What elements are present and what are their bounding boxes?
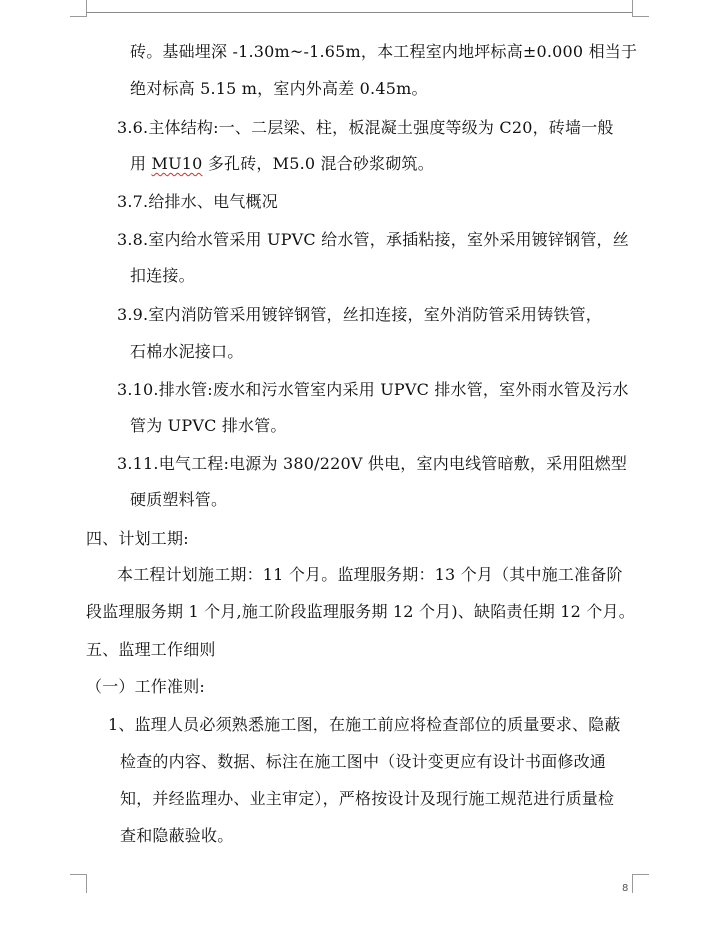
text-line: 知，并经监理办、业主审定），严格按设计及现行施工规范进行质量检 bbox=[120, 789, 615, 808]
section-heading: 四、计划工期: bbox=[86, 529, 189, 548]
text-line: 砖。基础埋深 -1.30m~-1.65m，本工程室内地坪标高±0.000 相当于 bbox=[130, 42, 638, 61]
text-line bbox=[130, 154, 434, 174]
text-line: 查和隐蔽验收。 bbox=[120, 826, 234, 845]
subsection-heading: （一）工作准则: bbox=[86, 677, 205, 696]
crop-mark-top-right bbox=[632, 0, 649, 17]
text-line: 段监理服务期 1 个月,施工阶段监理服务期 12 个月)、缺陷责任期 12 个月。 bbox=[86, 602, 635, 621]
text-line: 石棉水泥接口。 bbox=[130, 342, 244, 361]
spellcheck-underlined-word[interactable]: MU10 bbox=[151, 154, 203, 173]
text-segment: 多孔砖，M5.0 混合砂浆砌筑。 bbox=[202, 154, 434, 173]
text-line: 检查的内容、数据、标注在施工图中（设计变更应有设计书面修改通 bbox=[120, 752, 607, 771]
text-line: 3.7.给排水、电气概况 bbox=[117, 192, 278, 211]
text-line: 硬质塑料管。 bbox=[130, 490, 228, 509]
text-line: 3.9.室内消防管采用镀锌钢管，丝扣连接，室外消防管采用铸铁管， bbox=[117, 305, 602, 324]
text-line: 1、监理人员必须熟悉施工图，在施工前应将检查部位的质量要求、隐蔽 bbox=[108, 715, 621, 734]
page-top-border bbox=[86, 12, 632, 13]
text-line: 3.8.室内给水管采用 UPVC 给水管，承插粘接，室外采用镀锌钢管，丝 bbox=[117, 230, 629, 249]
text-segment: 用 bbox=[130, 154, 152, 173]
crop-mark-bottom-left bbox=[70, 874, 87, 893]
text-line: 管为 UPVC 排水管。 bbox=[130, 416, 287, 435]
text-line: 本工程计划施工期：11 个月。监理服务期：13 个月（其中施工准备阶 bbox=[117, 565, 623, 584]
crop-mark-top-left bbox=[70, 0, 87, 17]
text-line: 3.11.电气工程:电源为 380/220V 供电，室内电线管暗敷，采用阻燃型 bbox=[117, 454, 628, 473]
text-line: 扣连接。 bbox=[130, 266, 195, 285]
text-line: 3.6.主体结构:一、二层梁、柱，板混凝土强度等级为 C20，砖墙一般 bbox=[117, 118, 614, 137]
text-line: 3.10.排水管:废水和污水管室内采用 UPVC 排水管，室外雨水管及污水 bbox=[117, 380, 629, 399]
page-number: 8 bbox=[622, 883, 629, 894]
text-line: 绝对标高 5.15 m，室内外高差 0.45m。 bbox=[130, 79, 428, 98]
crop-mark-bottom-right bbox=[632, 874, 649, 893]
section-heading: 五、监理工作细则 bbox=[86, 640, 216, 659]
